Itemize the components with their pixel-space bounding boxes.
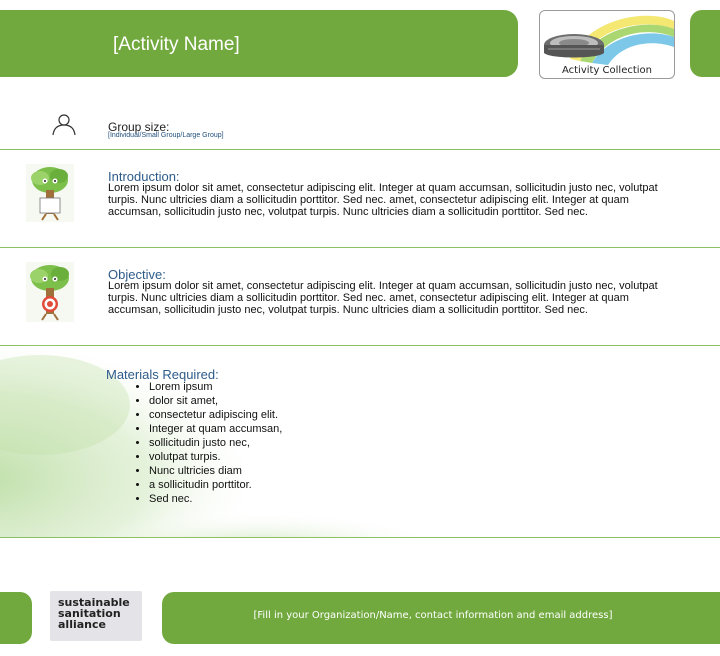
list-item: • Sed nec. <box>149 492 282 506</box>
introduction-body: Lorem ipsum dolor sit amet, consectetur adipiscing elit. Integer at quam accumsan, sollicitudin justo nec, volutpat turpis. Nunc ultricies diam a sollicitudin porttitor. Sed nec. amet, consectetur adipiscing elit. Integer at quam accumsan, sollicitudin justo nec, volutpat turpis. Nunc ultricies diam a sollicitudin porttitor. Sed nec. <box>108 182 658 218</box>
person-icon <box>50 113 78 137</box>
organization-contact-placeholder: [Fill in your Organization/Name, contact information and email address] <box>253 610 613 621</box>
tree-target-icon <box>26 262 74 322</box>
list-item: • volutpat turpis. <box>149 450 282 464</box>
footer-left-tab <box>0 592 32 644</box>
list-item: • consectetur adipiscing elit. <box>149 408 282 422</box>
header-bar <box>0 10 518 77</box>
list-item: • a sollicitudin porttitor. <box>149 478 282 492</box>
materials-list <box>105 380 282 506</box>
header-right-tab <box>690 10 720 77</box>
group-size-label: Group size: <box>108 120 170 134</box>
section-divider <box>0 247 720 248</box>
activity-collection-label: Activity Collection <box>561 65 653 76</box>
activity-name-title: [Activity Name] <box>113 34 240 55</box>
objective-body: Lorem ipsum dolor sit amet, consectetur adipiscing elit. Integer at quam accumsan, sollicitudin justo nec, volutpat turpis. Nunc ultricies diam a sollicitudin porttitor. Sed nec. amet, consectetur adipiscing elit. Integer at quam accumsan, sollicitudin justo nec, volutpat turpis. Nunc ultricies diam a sollicitudin porttitor. Sed nec. <box>108 280 658 316</box>
list-item: • sollicitudin justo nec, <box>149 436 282 450</box>
group-size-options: [Individual/Small Group/Large Group] <box>108 132 224 139</box>
stadium-rainbow-icon <box>540 11 674 67</box>
objective-heading: Objective: <box>108 267 166 282</box>
footer-bar <box>162 592 720 644</box>
materials-heading: Materials Required: <box>106 367 219 382</box>
activity-collection-badge <box>539 10 675 79</box>
logo-text: sustainable sanitation alliance <box>58 596 130 631</box>
list-item: • Lorem ipsum <box>149 380 282 394</box>
section-divider <box>0 149 720 150</box>
tree-reading-sign-icon <box>26 164 74 222</box>
list-item: • Nunc ultricies diam <box>149 464 282 478</box>
list-item: • Integer at quam accumsan, <box>149 422 282 436</box>
introduction-heading: Introduction: <box>108 169 180 184</box>
sustainable-sanitation-alliance-logo <box>50 591 142 641</box>
list-item: • dolor sit amet, <box>149 394 282 408</box>
section-divider <box>0 537 720 538</box>
